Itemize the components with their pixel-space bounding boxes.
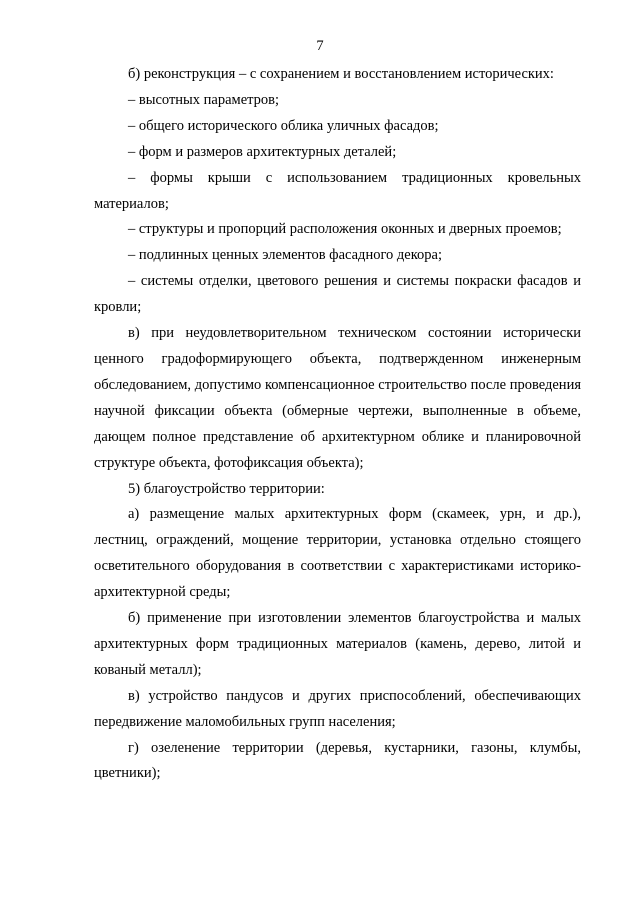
list-item-roof-shape: – формы крыши с использованием традиционных кровельных материалов; xyxy=(94,169,581,212)
paragraph-small-forms: а) размещение малых архитектурных форм (скамеек, урн, и др.), лестниц, ограждений, мощение территории, установка отдельно стоящего осветительного оборудования в соответствии с характеристиками историко-архитектурной среды; xyxy=(94,506,581,601)
list-item-height-parameters: – высотных параметров; xyxy=(128,91,280,108)
list-item-finishing-color: – системы отделки, цветового решения и системы покраски фасадов и кровли; xyxy=(94,273,581,316)
document-body xyxy=(94,62,581,787)
list-item-facade-decor: – подлинных ценных элементов фасадного декора; xyxy=(128,247,442,264)
page-number: 7 xyxy=(316,38,324,54)
paragraph-greening: г) озеленение территории (деревья, кустарники, газоны, клумбы, цветники); xyxy=(94,739,581,782)
list-item-facade-appearance: – общего исторического облика уличных фасадов; xyxy=(128,117,439,134)
paragraph-reconstruction: б) реконструкция – с сохранением и восстановлением исторических: xyxy=(128,66,554,82)
paragraph-landscaping-heading: 5) благоустройство территории: xyxy=(128,480,325,497)
paragraph-traditional-materials: б) применение при изготовлении элементов благоустройства и малых архитектурных форм традиционных материалов (камень, дерево, литой и кованый металл); xyxy=(94,610,581,678)
list-item-architectural-details: – форм и размеров архитектурных деталей; xyxy=(128,143,397,160)
list-item-window-door-structure: – структуры и пропорций расположения оконных и дверных проемов; xyxy=(128,221,562,238)
paragraph-compensation-construction: в) при неудовлетворительном техническом состоянии исторически ценного градоформирующего объекта, подтвержденном инженерным обследованием, допустимо компенсационное строительство после проведения научной фиксации объекта (обмерные чертежи, выполненные в объеме, дающем полное представление об архитектурном облике и планировочной структуре объекта, фотофиксация объекта); xyxy=(94,325,581,471)
paragraph-ramps: в) устройство пандусов и других приспособлений, обеспечивающих передвижение маломобильных групп населения; xyxy=(94,687,581,730)
